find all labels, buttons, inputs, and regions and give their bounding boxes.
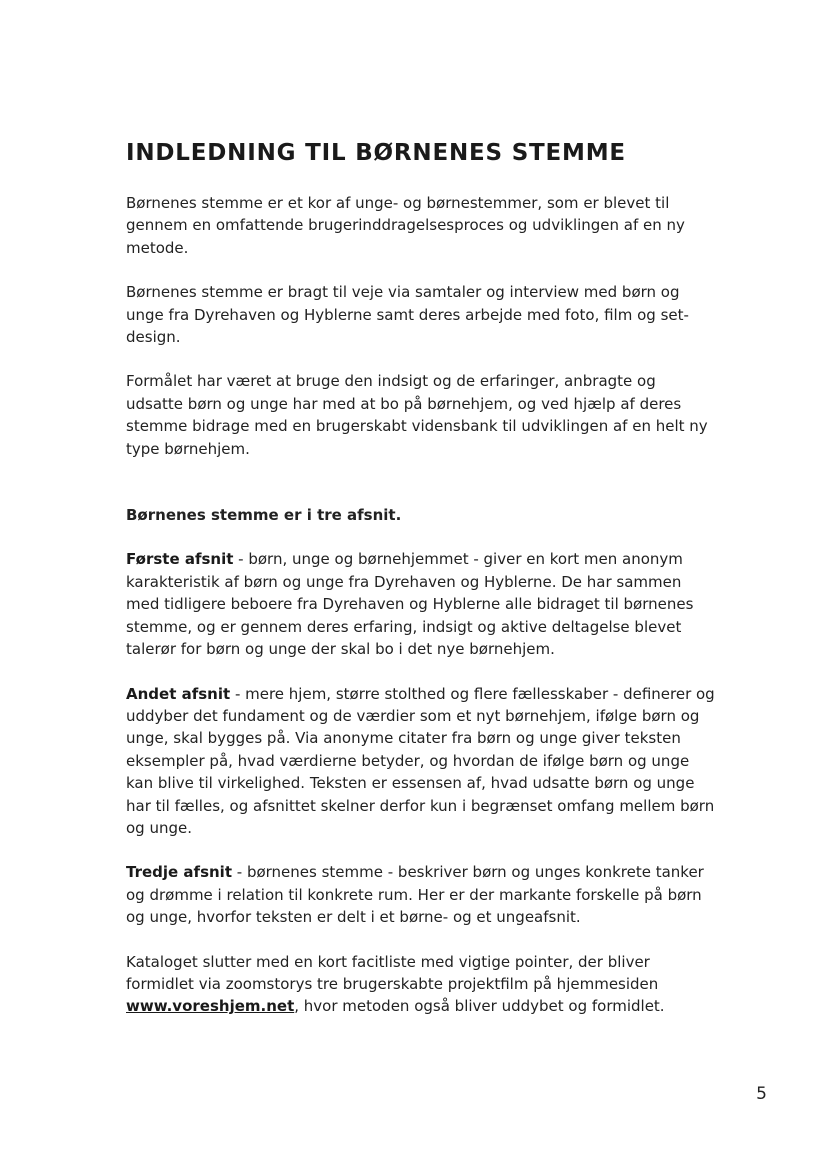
website-link[interactable]: www.voreshjem.net xyxy=(126,997,295,1016)
section-paragraph-2 xyxy=(126,683,716,840)
section-label-3: Tredje afsnit xyxy=(126,863,232,882)
intro-paragraph-3: Formålet har været at bruge den indsigt og de erfaringer, anbragte og udsatte børn og unge har med at bo på børnehjem, og ved hjælp af deres stemme bidrage med en brugerskabt vidensbank til udviklingen af en helt ny type børnehjem. xyxy=(126,372,708,458)
sections-heading: Børnenes stemme er i tre afsnit. xyxy=(126,506,402,525)
closing-paragraph xyxy=(126,951,716,1018)
section-text-2: - mere hjem, større stolthed og flere fællesskaber - definerer og uddyber det fundament og de værdier som et nyt børnehjem, ifølge børn og unge, skal bygges på. Via anonyme citater fra børn og unge giver teksten eksempler på, hvad værdierne betyder, og hvordan de ifølge børn og unge kan blive til virkelighed. Teksten er essensen af, hvad udsatte børn og unge har til fælles, og afsnittet skelner derfor kun i begrænset omfang mellem børn og unge. xyxy=(126,684,715,837)
section-text-3: - børnenes stemme - beskriver børn og unges konkrete tanker og drømme i relation til konkrete rum. Her er der markante forskelle på børn og unge, hvorfor teksten er delt i et børne- og et ungeafsnit. xyxy=(126,863,704,927)
document-page xyxy=(126,138,716,1018)
page-number: 5 xyxy=(756,1084,767,1104)
closing-text-after: , hvor metoden også bliver uddybet og formidlet. xyxy=(294,997,665,1016)
section-text-1: - børn, unge og børnehjemmet - giver en kort men anonym karakteristik af børn og unge fra Dyrehaven og Hyblerne. De har sammen med tidligere beboere fra Dyrehaven og Hyblerne alle bidraget til børnenes stemme, og er gennem deres erfaring, indsigt og aktive deltagelse blevet talerør for børn og unge der skal bo i det nye børnehjem. xyxy=(126,550,694,659)
section-paragraph-3 xyxy=(126,861,716,928)
intro-paragraph-1: Børnenes stemme er et kor af unge- og børnestemmer, som er blevet til gennem en omfattende brugerinddragelsesproces og udviklingen af en ny metode. xyxy=(126,194,685,257)
section-paragraph-1 xyxy=(126,548,716,660)
section-label-1: Første afsnit xyxy=(126,550,234,569)
page-title: INDLEDNING TIL BØRNENES STEMME xyxy=(126,140,626,166)
intro-paragraph-2: Børnenes stemme er bragt til veje via samtaler og interview med børn og unge fra Dyrehaven og Hyblerne samt deres arbejde med foto, film og set-design. xyxy=(126,283,689,347)
section-label-2: Andet afsnit xyxy=(126,684,231,703)
closing-text-before: Kataloget slutter med en kort facitliste med vigtige pointer, der bliver formidlet via zoomstorys tre brugerskabte projektfilm på hjemmesiden xyxy=(126,952,659,993)
